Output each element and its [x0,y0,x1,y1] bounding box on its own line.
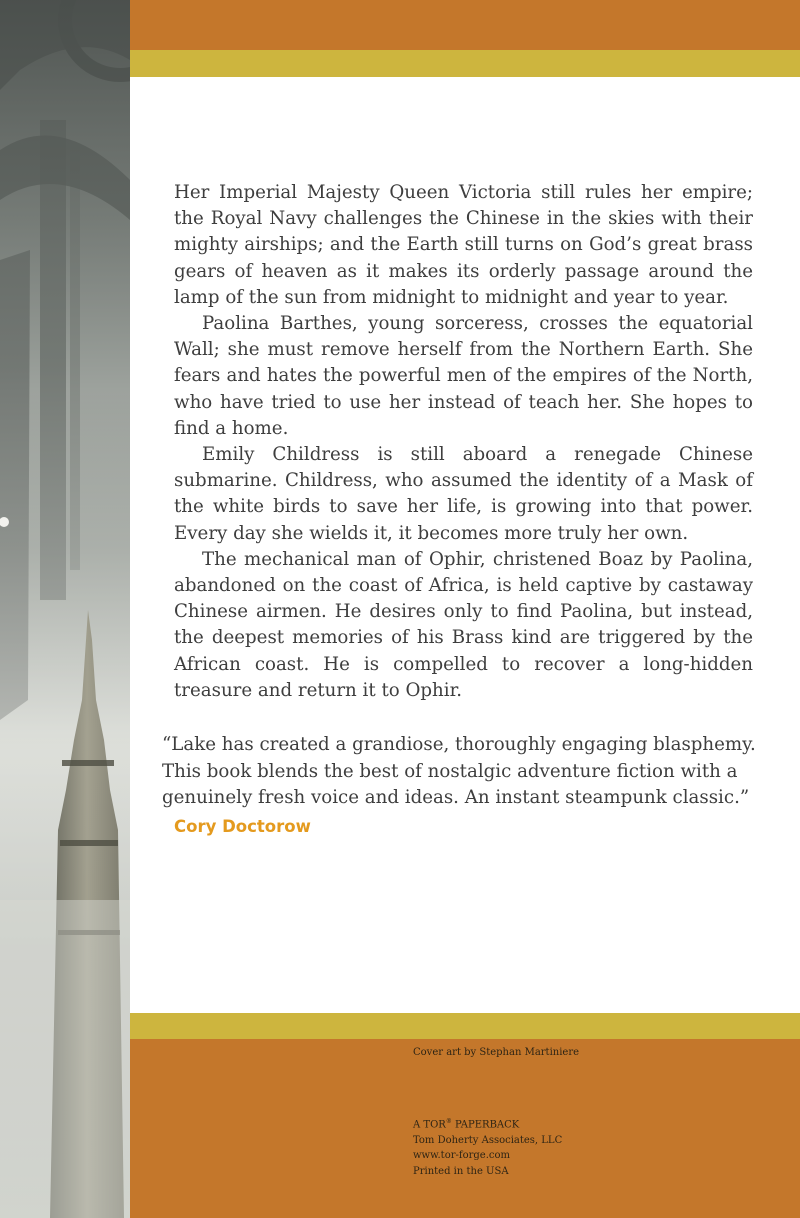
quote-attribution: Cory Doctorow [174,816,311,836]
synopsis-paragraph: Paolina Barthes, young sorceress, crosses the equatorial Wall; she must remove herself from the Northern Earth. She fears and hates the powerful men of the empires of the North, who have tried to use her instead of teach her. She hopes to find a home. [174,313,753,439]
synopsis-paragraph: Her Imperial Majesty Queen Victoria still rules her empire; the Royal Navy challenges the Chinese in the skies with their mighty airships; and the Earth still turns on God’s great brass gears of heaven as it makes its orderly passage around the lamp of the sun from midnight to midnight and year to year. [174,182,753,308]
bottom-yellow-band [130,1013,800,1039]
publisher-company: Tom Doherty Associates, LLC [413,1134,563,1146]
quote-text: “Lake has created a grandiose, thoroughly engaging blasphemy. This book blends the best of nostalgic adventure fiction with a genuinely fresh voice and ideas. An instant steampunk classic.” [162,734,756,808]
printed-location: Printed in the USA [413,1165,509,1177]
synopsis-paragraph: The mechanical man of Ophir, christened Boaz by Paolina, abandoned on the coast of Africa, is held captive by castaway Chinese airmen. He desires only to find Paolina, but instead, the deepest memories of his Brass kind are triggered by the African coast. He is compelled to recover a long-hidden treasure and return it to Ophir. [174,548,753,701]
cover-art-credit: Cover art by Stephan Martiniere [413,1047,580,1058]
top-yellow-band [130,50,800,77]
cover-art-strip [0,0,130,1218]
review-quote [162,732,762,840]
synopsis-blurb [174,180,753,704]
publisher-info [413,1114,562,1179]
cover-art-illustration [0,0,130,1218]
imprint-line: A TOR® PAPERBACK [413,1118,520,1131]
publisher-website: www.tor-forge.com [413,1150,510,1162]
synopsis-paragraph: Emily Childress is still aboard a renegade Chinese submarine. Childress, who assumed the identity of a Mask of the white birds to save her life, is growing into that power. Every day she wields it, it becomes more truly her own. [174,444,753,544]
top-orange-band [130,0,800,50]
